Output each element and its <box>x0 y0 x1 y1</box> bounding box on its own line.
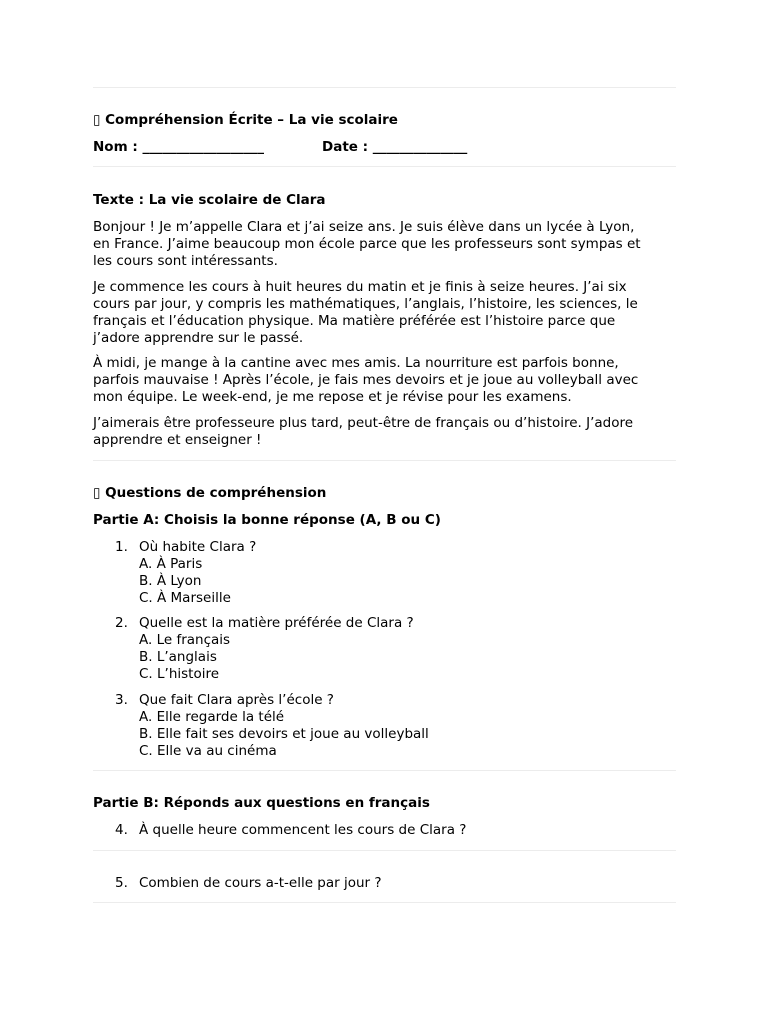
paragraph-line: apprendre et enseigner ! <box>93 432 262 448</box>
option-c: C. L’histoire <box>139 666 220 682</box>
missing-glyph-icon: ▯ <box>93 112 101 128</box>
paragraph-line: cours par jour, y compris les mathématiques, l’anglais, l’histoire, les sciences, le <box>93 296 638 312</box>
part-b-heading: Partie B: Réponds aux questions en français <box>93 795 430 811</box>
header-divider <box>93 166 676 167</box>
option-c: C. Elle va au cinéma <box>139 743 277 759</box>
paragraph-line: les cours sont intéressants. <box>93 253 278 269</box>
option-a: A. Le français <box>139 632 231 648</box>
option-b: B. Elle fait ses devoirs et joue au volleyball <box>139 726 429 742</box>
paragraph-1 <box>93 219 676 270</box>
text-divider <box>93 460 676 461</box>
part-a-heading: Partie A: Choisis la bonne réponse (A, B ou C) <box>93 512 441 528</box>
paragraph-4 <box>93 415 676 449</box>
answer-line-4[interactable] <box>93 850 676 851</box>
worksheet-title <box>93 112 398 129</box>
option-b: B. L’anglais <box>139 649 217 665</box>
paragraph-line: mon équipe. Le week-end, je me repose et je révise pour les examens. <box>93 389 572 405</box>
question-number: 3. <box>115 692 128 708</box>
questions-heading <box>93 485 326 502</box>
question-text: Quelle est la matière préférée de Clara ? <box>139 615 414 631</box>
questions-heading-text: Questions de compréhension <box>105 485 327 501</box>
worksheet-title-text: Compréhension Écrite – La vie scolaire <box>105 112 398 128</box>
question-number: 4. <box>115 822 128 838</box>
top-divider <box>93 87 676 88</box>
paragraph-3 <box>93 355 676 406</box>
paragraph-line: français et l’éducation physique. Ma matière préférée est l’histoire parce que <box>93 313 616 329</box>
answer-line-5[interactable] <box>93 902 676 903</box>
option-c: C. À Marseille <box>139 590 231 606</box>
question-number: 1. <box>115 539 128 555</box>
question-text: À quelle heure commencent les cours de Clara ? <box>139 822 467 838</box>
question-text: Que fait Clara après l’école ? <box>139 692 334 708</box>
paragraph-line: À midi, je mange à la cantine avec mes amis. La nourriture est parfois bonne, <box>93 355 619 371</box>
question-text: Combien de cours a-t-elle par jour ? <box>139 875 382 891</box>
question-number: 5. <box>115 875 128 891</box>
nom-field: Nom : __________________ <box>93 139 264 155</box>
paragraph-line: parfois mauvaise ! Après l’école, je fais mes devoirs et je joue au volleyball avec <box>93 372 639 388</box>
question-text: Où habite Clara ? <box>139 539 257 555</box>
question-number: 2. <box>115 615 128 631</box>
paragraph-2 <box>93 279 676 347</box>
option-a: A. Elle regarde la télé <box>139 709 285 725</box>
paragraph-line: j’adore apprendre sur le passé. <box>93 330 304 346</box>
paragraph-line: Bonjour ! Je m’appelle Clara et j’ai seize ans. Je suis élève dans un lycée à Lyon, <box>93 219 635 235</box>
paragraph-line: Je commence les cours à huit heures du matin et je finis à seize heures. J’ai six <box>93 279 627 295</box>
text-heading: Texte : La vie scolaire de Clara <box>93 192 326 208</box>
option-b: B. À Lyon <box>139 573 202 589</box>
paragraph-line: J’aimerais être professeure plus tard, peut-être de français ou d’histoire. J’adore <box>93 415 634 431</box>
missing-glyph-icon: ▯ <box>93 485 101 501</box>
part-a-divider <box>93 770 676 771</box>
option-a: A. À Paris <box>139 556 203 572</box>
date-field: Date : ______________ <box>322 139 468 155</box>
paragraph-line: en France. J’aime beaucoup mon école parce que les professeurs sont sympas et <box>93 236 641 252</box>
